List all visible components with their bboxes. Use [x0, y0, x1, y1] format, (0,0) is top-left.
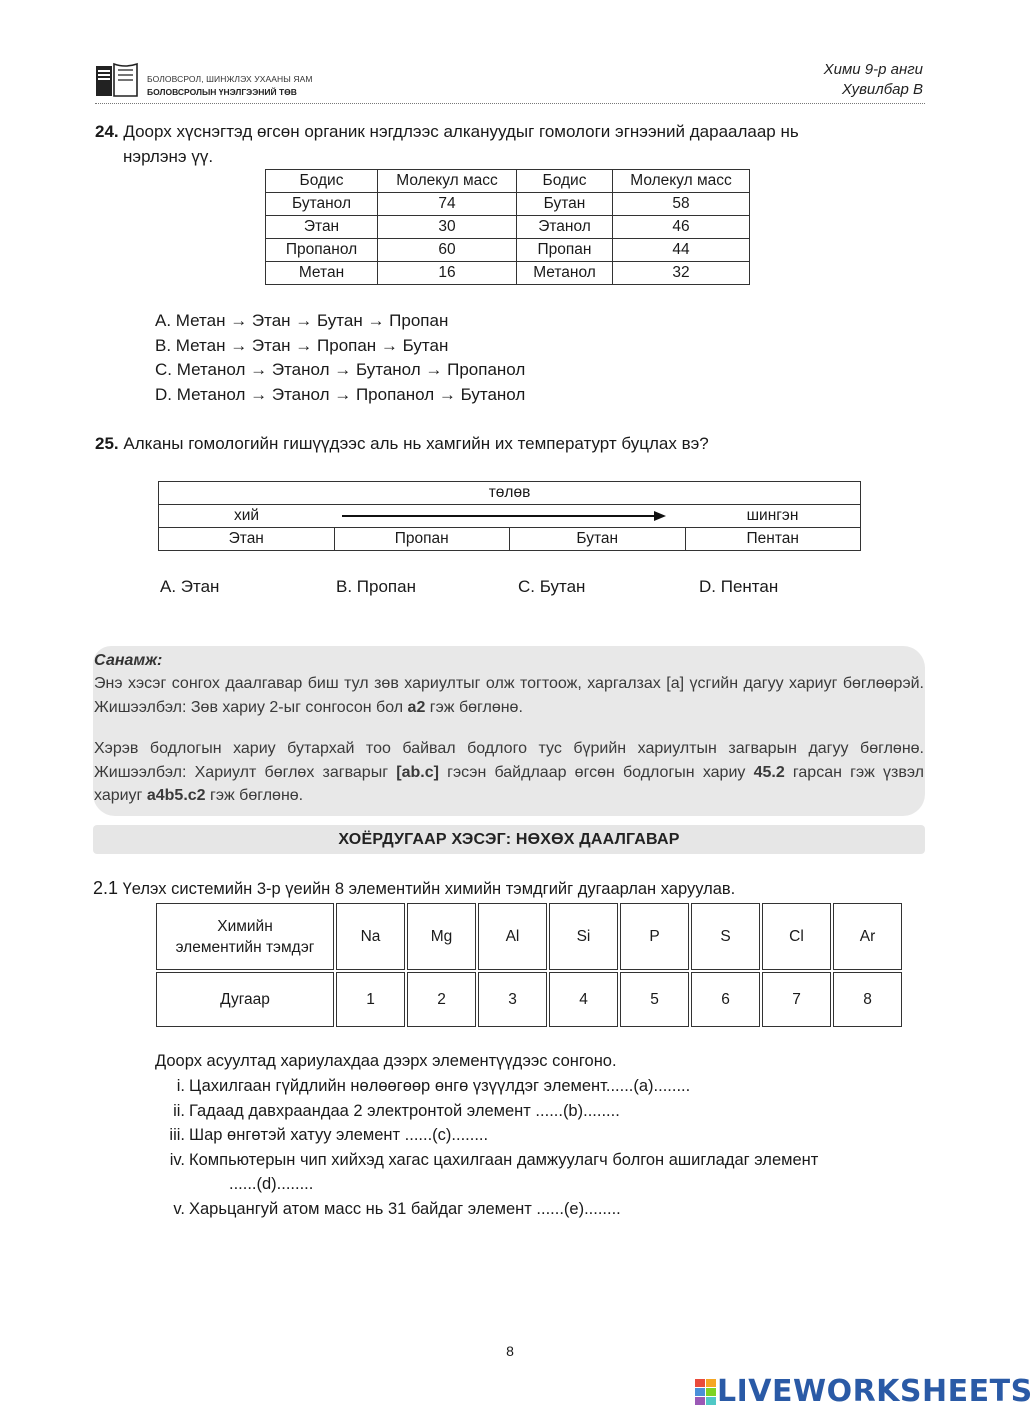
note-paragraph-1: [94, 672, 924, 719]
list-item: [149, 1074, 818, 1099]
substance-cell: Бутан: [509, 528, 685, 550]
element-symbol: Mg: [407, 903, 476, 970]
q24-option-b[interactable]: B. Метан → Этан → Пропан → Бутан: [155, 335, 449, 355]
note-p2-value: 45.2: [753, 763, 785, 781]
element-number: 1: [336, 972, 405, 1027]
org-line-1: БОЛОВСРОЛ, ШИНЖЛЭХ УХААНЫ ЯАМ: [147, 74, 313, 84]
item-roman: i.: [176, 1077, 185, 1095]
subject-label: Хими 9-р анги: [823, 61, 923, 78]
table-row: [266, 262, 750, 285]
header-cell: Молекул масс: [378, 170, 517, 193]
note-paragraph-2: [94, 737, 924, 808]
org-line-2: БОЛОВСРОЛЫН ҮНЭЛГЭЭНИЙ ТӨВ: [147, 87, 297, 97]
note-p2-template: [ab.c]: [396, 763, 439, 781]
q24-table: [265, 169, 750, 285]
list-item: [149, 1123, 818, 1148]
table-header-row: [266, 170, 750, 193]
element-number: 4: [549, 972, 618, 1027]
q24-prompt: Доорх хүснэгтэд өгсөн органик нэгдлээс алкануудыг гомологи эгнээний дараалаар нь: [123, 122, 799, 141]
item-roman: v.: [173, 1199, 185, 1218]
page-number: 8: [506, 1343, 514, 1359]
symbols-header-line1: Химийн: [217, 917, 273, 935]
substance-cell: Пентан: [685, 528, 861, 550]
q24-option-c[interactable]: C. Метанол → Этанол → Бутанол → Пропанол: [155, 360, 526, 379]
item-roman: iii.: [169, 1126, 185, 1144]
substances-row: [159, 528, 860, 550]
q25-text: [95, 432, 709, 456]
table-cell: 32: [613, 262, 750, 285]
q24-options: [155, 309, 525, 407]
element-symbol: P: [620, 903, 689, 970]
note-p2-tail: гэж бөглөнө.: [205, 787, 304, 804]
note-p2-answer: a4b5.c2: [146, 787, 206, 804]
numbers-header: Дугаар: [156, 972, 334, 1027]
table-cell: Метан: [266, 262, 378, 285]
note-p1-tail: гэж бөглөнө.: [425, 698, 523, 716]
table-cell: 60: [378, 239, 517, 262]
ministry-logo: [95, 62, 139, 98]
state-arrow-row: [159, 505, 860, 528]
element-symbol: Na: [336, 903, 405, 970]
q24-text-line1: [95, 120, 799, 144]
note-p1-text: Энэ хэсэг сонгох даалгавар биш тул зөв хариултыг олж тогтоож, харгалзах [а] үсгийн дагуу хариуг бөглөөрэй. Жишээлбэл: Зөв хариу 2-ыг сонгосон бол: [94, 675, 924, 716]
note-p2-text-2: гэсэн байдлаар өгсөн бодлогын хариу: [438, 763, 754, 781]
q25-table: [158, 481, 861, 551]
q25-number: 25.: [95, 434, 119, 453]
variant-label: Хувилбар В: [841, 81, 923, 98]
elements-table: [154, 901, 904, 1029]
liquid-label: шингэн: [746, 507, 799, 524]
item-text: Компьютерын чип хийхэд хагас цахилгаан дамжуулагч болгон ашигладаг элемент: [189, 1150, 819, 1169]
note-title: Санамж:: [94, 652, 163, 669]
item-text: Гадаад давхраандаа 2 электронтой элемент ......(b)........: [189, 1101, 620, 1120]
liveworksheets-logo: [695, 1374, 1033, 1409]
header-divider: [95, 103, 925, 104]
table-cell: 46: [613, 216, 750, 239]
q25-option-d[interactable]: D. Пентан: [699, 577, 779, 596]
element-symbol: Al: [478, 903, 547, 970]
q2-1-intro: Доорх асуултад хариулахдаа дээрх элементүүдээс сонгоно.: [155, 1052, 617, 1070]
symbols-header: [156, 903, 334, 970]
substance-cell: Пропан: [334, 528, 510, 550]
q2-1-number: 2.1: [93, 878, 119, 898]
list-item: [149, 1148, 818, 1173]
note-p2-text: Хэрэв бодлогын хариу бутархай тоо байвал бодлого тус бүрийн хариултын загварын дагуу бөглөнө. Жишээлбэл: Хариулт бөглөх загварыг: [94, 740, 924, 781]
item-roman: iv.: [169, 1150, 185, 1169]
table-row: [266, 239, 750, 262]
section-2-title: ХОЁРДУГААР ХЭСЭГ: НӨХӨХ ДААЛГАВАР: [93, 825, 925, 854]
note-p2-text-3: гарсан гэж үзвэл хариуг: [94, 763, 925, 804]
substance-cell: Этан: [228, 530, 264, 547]
item-text: Шар өнгөтэй хатуу элемент ......(c)........: [189, 1126, 489, 1144]
table-cell: 44: [613, 239, 750, 262]
table-cell: Этанол: [517, 216, 613, 239]
q25-option-c[interactable]: C. Бутан: [518, 577, 586, 596]
q24-text-line2: нэрлэнэ үү.: [123, 147, 214, 166]
table-cell: 16: [378, 262, 517, 285]
element-number: 8: [833, 972, 902, 1027]
element-number: 5: [620, 972, 689, 1027]
table-cell: Пропан: [517, 239, 613, 262]
gas-label: хий: [233, 507, 260, 524]
element-symbol: S: [691, 903, 760, 970]
item-text: Харьцангуй атом масс нь 31 байдаг элемент ......(e)........: [189, 1199, 621, 1218]
state-title: төлөв: [488, 484, 531, 501]
table-cell: 30: [378, 216, 517, 239]
table-row: [266, 193, 750, 216]
list-item: [149, 1099, 818, 1124]
element-number: 3: [478, 972, 547, 1027]
table-cell: 58: [613, 193, 750, 216]
item-text: Цахилгаан гүйдлийн нөлөөгөөр өнгө үзүүлдэг элемент......(a)........: [189, 1077, 691, 1095]
numbers-row: [156, 972, 902, 1027]
element-symbol: Cl: [762, 903, 831, 970]
element-number: 6: [691, 972, 760, 1027]
liveworksheets-brand: LIVEWORKSHEETS: [717, 1374, 1033, 1409]
item-text: ......(d)........: [229, 1175, 314, 1193]
q2-1-items: [149, 1074, 818, 1221]
symbols-header-line2: элементийн тэмдэг: [175, 938, 315, 956]
q24-number: 24.: [95, 122, 119, 141]
state-title-row: [159, 482, 860, 505]
list-item: [149, 1197, 818, 1222]
header-cell: Бодис: [517, 170, 613, 193]
table-cell: Бутанол: [266, 193, 378, 216]
symbols-row: [156, 903, 902, 970]
element-symbol: Si: [549, 903, 618, 970]
header-cell: Молекул масс: [613, 170, 750, 193]
element-number: 7: [762, 972, 831, 1027]
header-cell: Бодис: [266, 170, 378, 193]
note-p1-example: a2: [407, 698, 426, 716]
q24-option-d[interactable]: D. Метанол → Этанол → Пропанол → Бутанол: [155, 384, 526, 404]
table-cell: Бутан: [517, 193, 613, 216]
liveworksheets-icon: [695, 1379, 717, 1405]
q2-1-prompt: Үелэх системийн 3-р үеийн 8 элементийн химийн тэмдгийг дугаарлан харуулав.: [122, 880, 736, 898]
table-cell: Пропанол: [266, 239, 378, 262]
table-row: [266, 216, 750, 239]
element-symbol: Ar: [833, 903, 902, 970]
list-item: [149, 1172, 818, 1197]
q24-option-a[interactable]: A. Метан → Этан → Бутан → Пропан: [155, 311, 449, 330]
q25-option-a[interactable]: A. Этан: [160, 577, 220, 596]
q25-prompt: Алканы гомологийн гишүүдээс аль нь хамгийн их температурт буцлах вэ?: [123, 434, 709, 453]
q25-option-b[interactable]: B. Пропан: [336, 577, 416, 596]
table-cell: 74: [378, 193, 517, 216]
table-cell: Метанол: [517, 262, 613, 285]
arrow-right-icon: [342, 510, 667, 522]
element-number: 2: [407, 972, 476, 1027]
q2-1-text: [93, 876, 735, 901]
item-roman: ii.: [173, 1101, 185, 1120]
table-cell: Этан: [266, 216, 378, 239]
